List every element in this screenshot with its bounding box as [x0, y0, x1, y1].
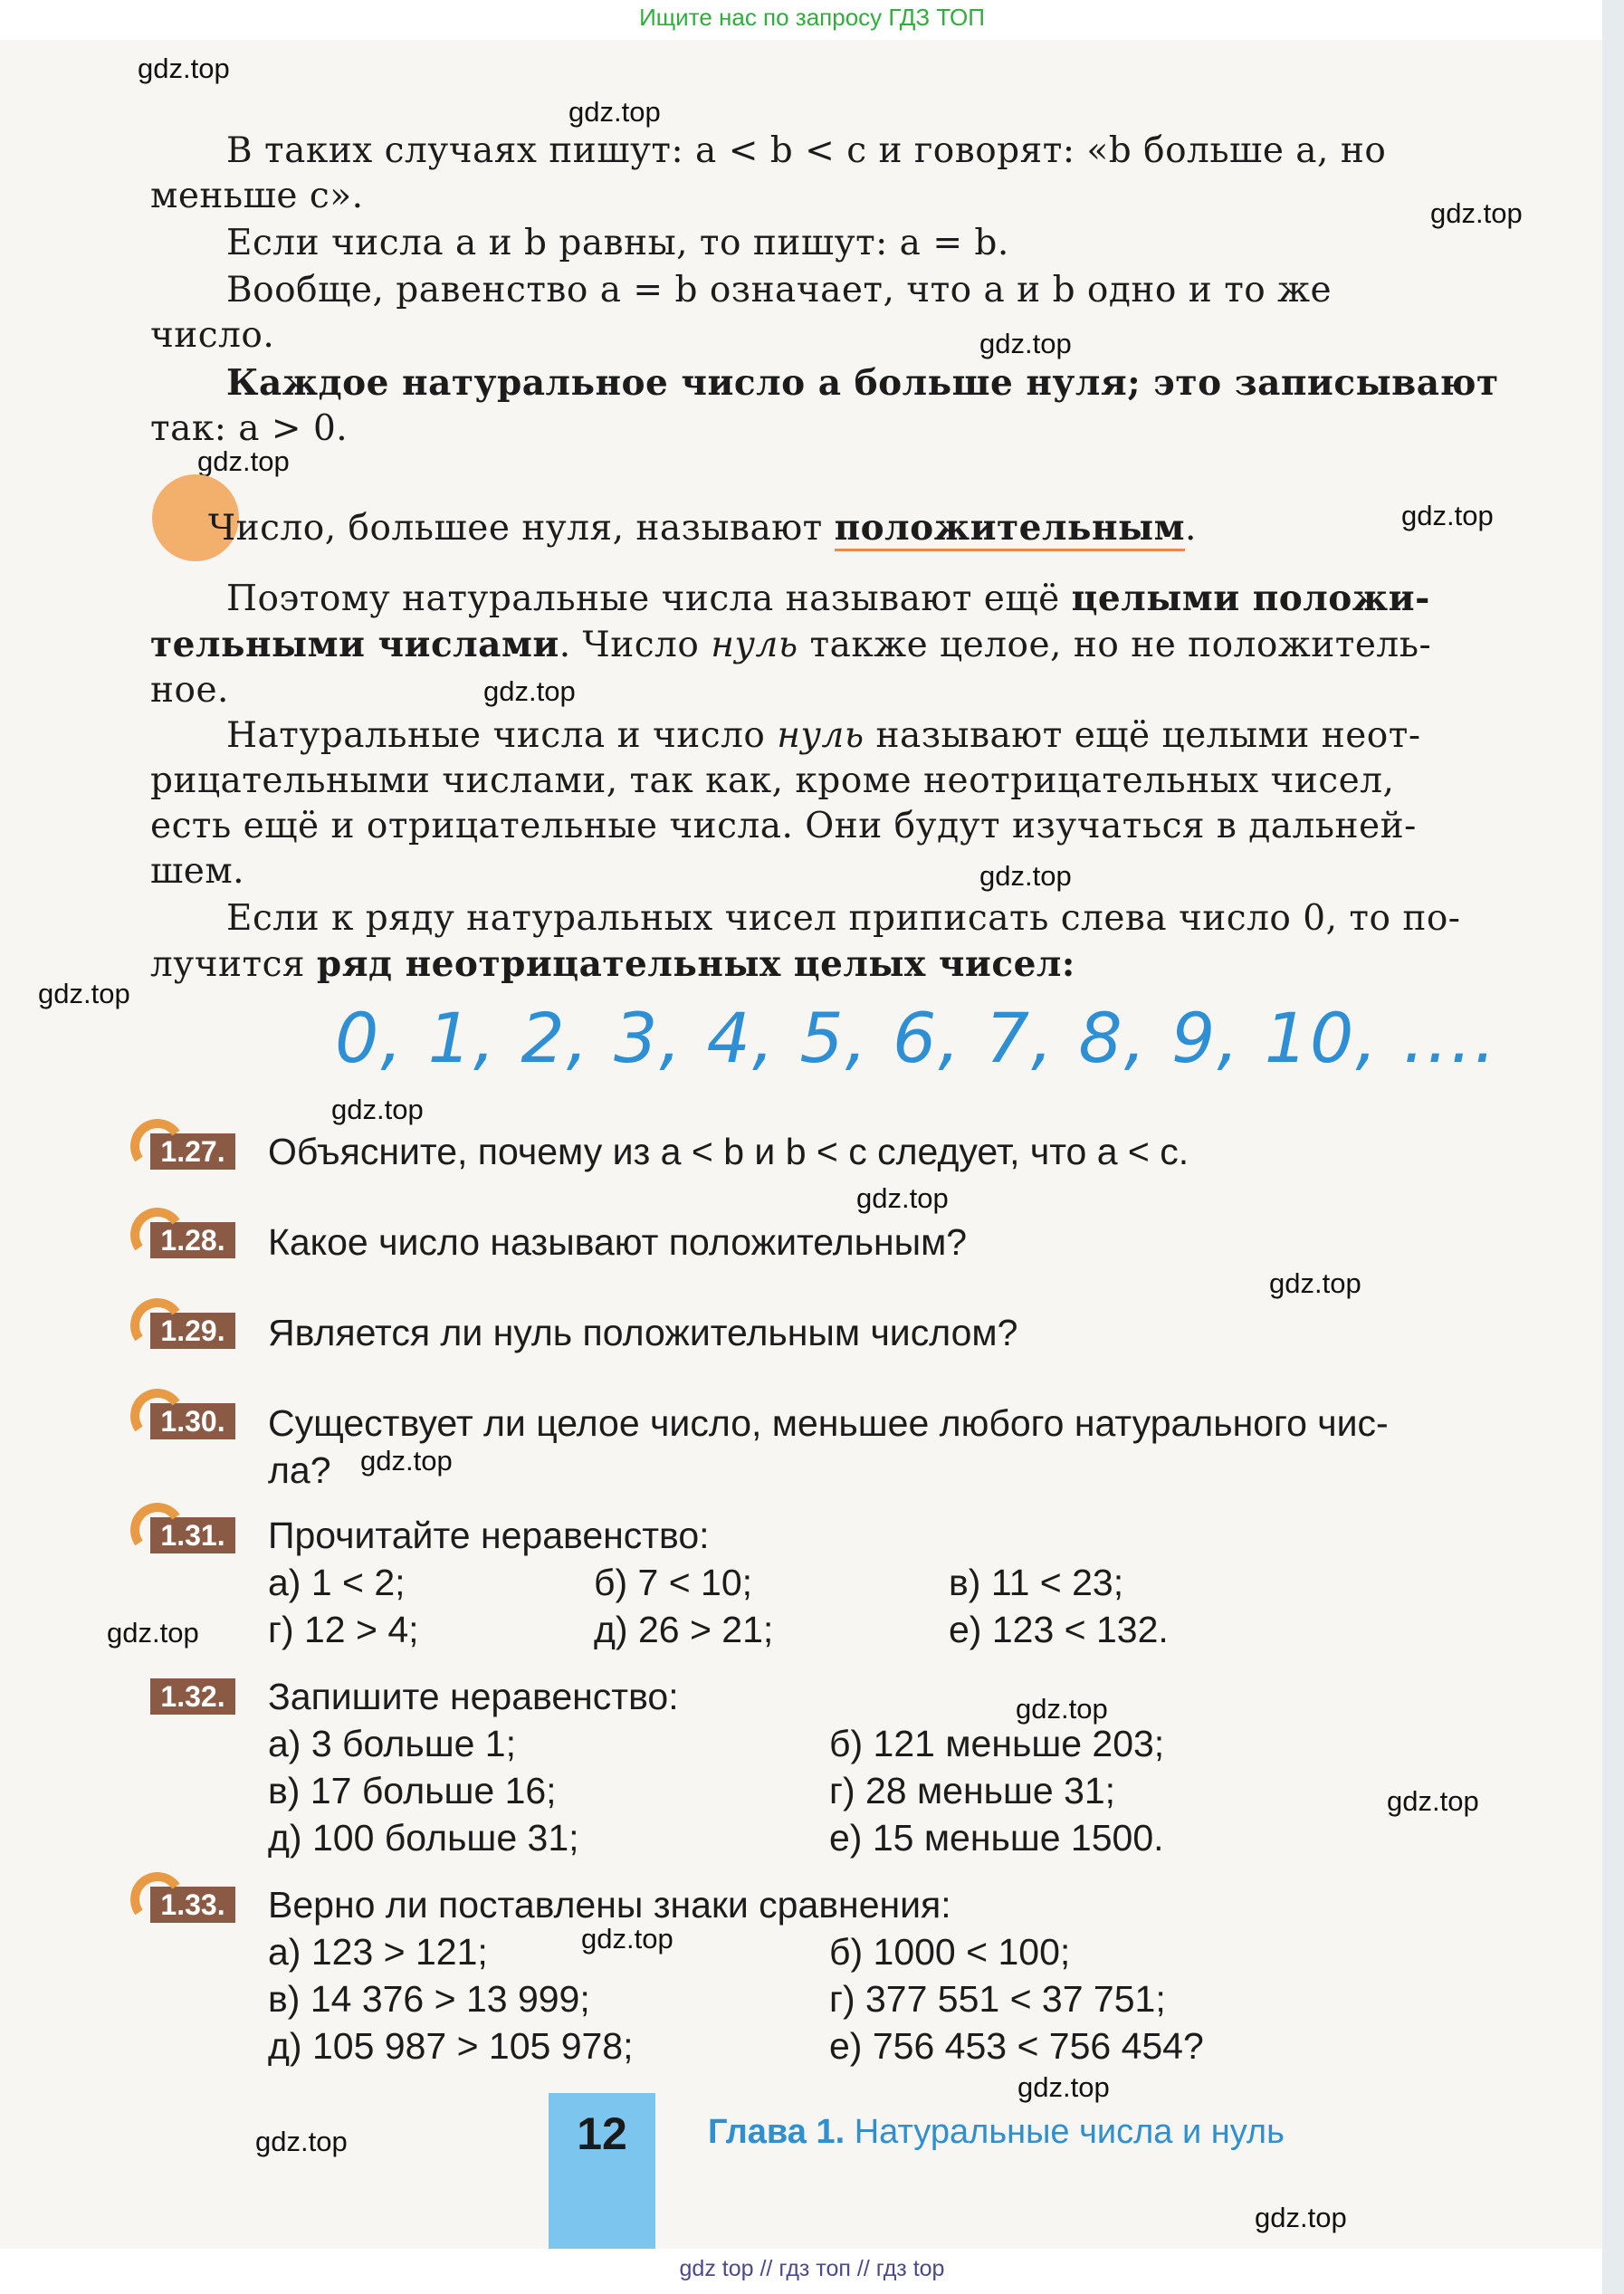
- exercise-item: е) 123 < 132.: [949, 1609, 1169, 1650]
- watermark: gdz.top: [197, 445, 290, 477]
- watermark: gdz.top: [38, 978, 130, 1009]
- definition-term: положительным: [835, 507, 1185, 551]
- definition: Число, большее нуля, называют положительным.: [208, 505, 1602, 551]
- exercise-item: б) 121 меньше 203;: [829, 1723, 1165, 1764]
- exercise-text: Запишите неравенство:: [268, 1676, 679, 1717]
- exercise-items: [268, 1720, 1535, 1865]
- watermark: gdz.top: [138, 53, 230, 84]
- exercise-number: 1.29.: [150, 1313, 235, 1349]
- exercise-item: б) 7 < 10;: [594, 1562, 753, 1603]
- exercise-number: 1.33.: [150, 1887, 235, 1923]
- exercise-text: Верно ли поставлены знаки сравнения:: [268, 1884, 951, 1926]
- page-edge: [1602, 0, 1624, 2294]
- exercise-items: [268, 1928, 1535, 2073]
- exercise-item: а) 3 больше 1;: [268, 1723, 516, 1764]
- watermark: gdz.top: [581, 1923, 673, 1955]
- exercise-text: Прочитайте неравенство:: [268, 1515, 710, 1556]
- number-row: 0, 1, 2, 3, 4, 5, 6, 7, 8, 9, 10, ....: [335, 998, 1498, 1078]
- theory-paragraph: Если числа a и b равны, то пишут: a = b.: [226, 223, 1009, 263]
- watermark: gdz.top: [979, 860, 1072, 892]
- watermark: gdz.top: [107, 1617, 199, 1649]
- exercise-number: 1.27.: [150, 1133, 235, 1170]
- exercise-number: 1.32.: [150, 1678, 235, 1715]
- exercise-text: Существует ли целое число, меньшее любого натурального чис- ла?: [268, 1402, 1389, 1491]
- exercise-item: б) 1000 < 100;: [829, 1931, 1071, 1973]
- exercise-item: д) 26 > 21;: [594, 1609, 774, 1650]
- exercise-item: в) 17 больше 16;: [268, 1770, 557, 1811]
- top-banner: Ищите нас по запросу ГДЗ ТОП: [639, 4, 985, 31]
- exercise-item: е) 756 453 < 756 454?: [829, 2025, 1204, 2067]
- watermark: gdz.top: [979, 328, 1072, 359]
- bottom-banner: gdz top // гдз топ // гдз top: [679, 2256, 945, 2281]
- exercise-item: д) 105 987 > 105 978;: [268, 2025, 634, 2067]
- theory-paragraph: Поэтому натуральные числа называют ещё целыми положи- тельными числами. Число нуль также целое, но не положитель- ное.: [150, 578, 1432, 711]
- exercise-item: в) 11 < 23;: [949, 1562, 1124, 1603]
- watermark: gdz.top: [1387, 1785, 1479, 1817]
- exercise-item: е) 15 меньше 1500.: [829, 1817, 1164, 1859]
- watermark: gdz.top: [331, 1094, 424, 1125]
- watermark: gdz.top: [360, 1445, 453, 1477]
- exercise-number: 1.31.: [150, 1517, 235, 1553]
- watermark: gdz.top: [483, 675, 576, 707]
- exercise-items: [268, 1559, 1535, 1658]
- watermark: gdz.top: [255, 2126, 348, 2157]
- exercise-item: г) 28 меньше 31;: [829, 1770, 1116, 1811]
- watermark: gdz.top: [1016, 1693, 1108, 1725]
- watermark: gdz.top: [1017, 2071, 1110, 2103]
- theory-paragraph: В таких случаях пишут: a < b < c и говорят: «b больше a, но меньше c».: [150, 130, 1387, 216]
- theory-paragraph: Вообще, равенство a = b означает, что a и b одно и то же число.: [150, 270, 1333, 356]
- chapter-title: Глава 1. Натуральные числа и нуль: [708, 2113, 1285, 2151]
- exercise-item: в) 14 376 > 13 999;: [268, 1978, 590, 2020]
- watermark: gdz.top: [568, 96, 661, 128]
- watermark: gdz.top: [1255, 2202, 1347, 2233]
- watermark: gdz.top: [1401, 500, 1494, 531]
- exercise-number: 1.28.: [150, 1222, 235, 1258]
- exercise-item: а) 1 < 2;: [268, 1562, 406, 1603]
- page-number: 12: [549, 2093, 655, 2249]
- exercise-text: Является ли нуль положительным числом?: [268, 1312, 1018, 1353]
- exercise-item: г) 377 551 < 37 751;: [829, 1978, 1166, 2020]
- exercise-item: г) 12 > 4;: [268, 1609, 419, 1650]
- theory-paragraph: Если к ряду натуральных чисел приписать слева число 0, то по- лучится ряд неотрицательных целых чисел:: [150, 898, 1461, 985]
- exercise-text: Объясните, почему из a < b и b < c следует, что a < c.: [268, 1131, 1189, 1172]
- watermark: gdz.top: [1269, 1267, 1361, 1299]
- exercise-number: 1.30.: [150, 1403, 235, 1439]
- exercise-text: Какое число называют положительным?: [268, 1221, 968, 1263]
- watermark: gdz.top: [1430, 197, 1523, 229]
- watermark: gdz.top: [856, 1182, 949, 1214]
- theory-rule: Каждое натуральное число a больше нуля; это записывают так: a > 0.: [150, 362, 1499, 449]
- exercise-item: д) 100 больше 31;: [268, 1817, 579, 1859]
- exercise-item: а) 123 > 121;: [268, 1931, 488, 1973]
- theory-paragraph: Натуральные числа и число нуль называют ещё целыми неот- рицательными числами, так как, кроме неотрицательных чисел, есть ещё и отрицательные числа. Они будут изучаться в дальней- шем.: [150, 715, 1421, 892]
